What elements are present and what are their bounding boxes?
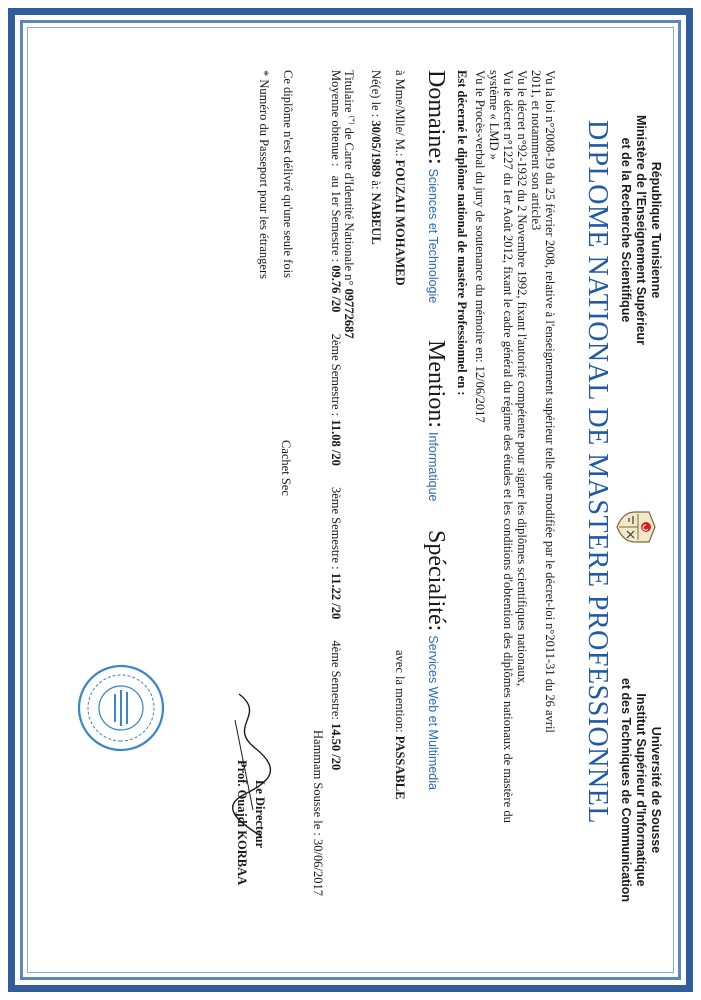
header-left bbox=[618, 80, 663, 380]
director-signature bbox=[225, 690, 275, 840]
director-name: Prof. Ouajdi KORBAA bbox=[235, 760, 249, 886]
official-seal-icon bbox=[77, 664, 165, 752]
legal-references bbox=[473, 70, 557, 823]
diploma-title: DIPLOME NATIONAL DE MASTERE PROFESSIONNEL bbox=[582, 120, 613, 824]
mention-result: PASSABLE bbox=[393, 735, 407, 800]
s3-grade: 11.22 /20 bbox=[329, 572, 343, 620]
header-left-line1: République Tunisienne bbox=[649, 161, 663, 299]
field-domaine bbox=[422, 70, 449, 303]
holder-name: FOUZAII MOHAMED bbox=[393, 159, 407, 286]
s4-label: 4ème Semestre: bbox=[329, 640, 343, 724]
born-date: 30/05/1989 bbox=[369, 120, 383, 178]
header-right-line3: et des Techniques de Communication bbox=[619, 677, 633, 903]
header-left-line3: et de la Recherche Scientifique bbox=[619, 137, 633, 323]
legal-line-6: Vu le Procès-verbal du jury de soutenance du mémoire en: 12/06/2017 bbox=[473, 70, 487, 423]
holder-prefix: à Mme/Mlle/ M.: bbox=[393, 70, 407, 160]
grades-label: Moyenne obtenue : bbox=[329, 70, 343, 167]
director-title: Le Directeur bbox=[253, 780, 267, 849]
passport-note: * Numéro du Passeport pour les étrangers bbox=[257, 70, 271, 279]
id-line bbox=[342, 70, 359, 339]
header-right-line2: Institut Supérieur d'Informatique bbox=[634, 693, 648, 887]
born-label: Né(e) le : bbox=[369, 70, 383, 121]
decerne-statement: Est décerné le diplôme national de mastère Professionnel en : bbox=[455, 70, 469, 396]
specialite-label: Spécialité: bbox=[423, 530, 449, 632]
s3-label: 3ème Semestre : bbox=[329, 486, 343, 573]
with-mention-label: avec la mention: bbox=[393, 650, 407, 736]
header-left-line2: Ministère de l'Enseignement Supérieur bbox=[634, 114, 648, 346]
legal-line-4: Vu le décret n°1227 du 1er Août 2012, fixant le cadre général du régime des études et les conditions d'obtention des diplômes nationaux de mastère du bbox=[501, 70, 515, 823]
id-footnote-mark: (*) bbox=[348, 115, 357, 125]
with-mention-line bbox=[393, 650, 407, 799]
s1-label: au 1er Semestre : bbox=[329, 175, 343, 266]
id-label-a: Titulaire bbox=[341, 70, 356, 116]
id-number: 09772687 bbox=[341, 288, 356, 339]
domaine-value: Sciences et Technologie bbox=[426, 168, 440, 304]
id-label-c: de Carte d'Identité Nationale n° bbox=[341, 124, 356, 289]
legal-line-3: Vu le décret n°92-1932 du 2 Novembre 1992, fixant l'autorité compétente pour signer les diplômes scientifiques nationaux, bbox=[515, 70, 529, 687]
born-place: NABEUL bbox=[369, 192, 383, 245]
legal-line-1: Vu la loi n°2008-19 du 25 février 2008, relative à l'enseignement supérieur telle que modifiée par le décret-loi n°2011-31 du 26 avril bbox=[543, 70, 557, 733]
field-mention bbox=[422, 340, 449, 501]
mention-value: Informatique bbox=[426, 432, 440, 502]
place-date: Hammam Sousse le : 30/06/2017 bbox=[311, 730, 325, 896]
grades-line bbox=[329, 70, 343, 770]
coat-of-arms-icon bbox=[615, 506, 657, 548]
s1-grade: 09.76 /20 bbox=[329, 265, 343, 313]
cachet-sec: Cachet Sec bbox=[279, 440, 293, 496]
field-specialite bbox=[422, 530, 449, 790]
birth-line bbox=[369, 70, 383, 245]
domaine-label: Domaine: bbox=[423, 70, 449, 165]
delivery-note: Ce diplôme n'est délivré qu'une seule fois bbox=[281, 70, 295, 278]
s2-grade: 11.08 /20 bbox=[329, 419, 343, 466]
header-right-line1: Université de Sousse bbox=[649, 726, 663, 854]
diploma-content bbox=[55, 40, 675, 960]
legal-line-2: 2011, et notamment son article3 bbox=[529, 70, 543, 231]
s2-label: 2ème Semestre : bbox=[329, 333, 343, 420]
holder-name-line bbox=[393, 70, 407, 286]
specialite-value: Services Web et Multimedia bbox=[426, 635, 440, 790]
header-right bbox=[618, 640, 663, 940]
legal-line-5: système « LMD » bbox=[487, 70, 501, 160]
mention-label: Mention: bbox=[423, 340, 449, 428]
s4-grade: 14.50 /20 bbox=[329, 723, 343, 771]
born-at-label: à: bbox=[369, 180, 383, 193]
